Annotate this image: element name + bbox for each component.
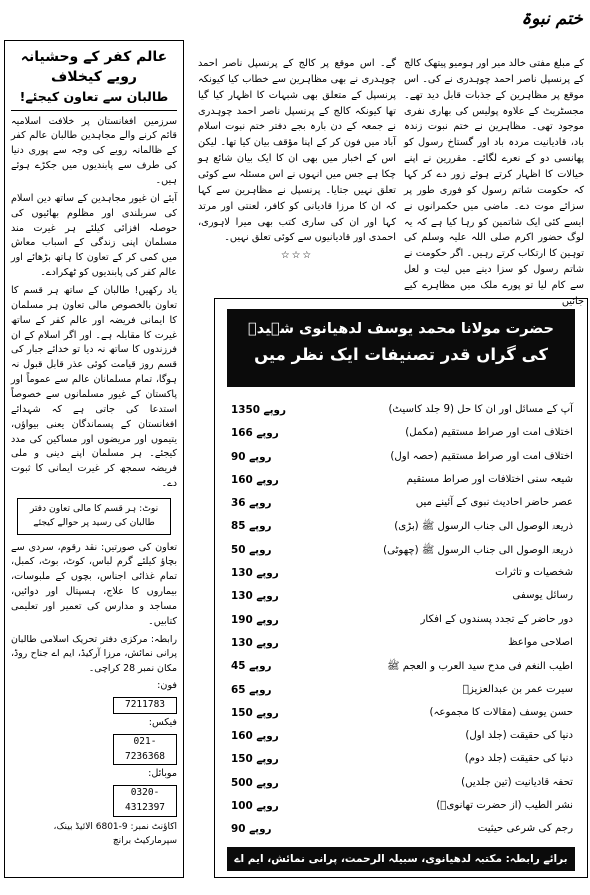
appeal-title: عالم کفر کے وحشیانہ رویے کیخلاف	[20, 49, 168, 85]
banner-author: حضرت مولانا محمد یوسف لدھیانوی شہیدؒ	[248, 321, 554, 337]
book-price: 50 روپے	[231, 543, 272, 556]
book-title: تحفہ قادیانیت (تین جلدیں)	[461, 776, 573, 788]
book-title: دنیا کی حقیقت (جلد اول)	[465, 730, 573, 742]
mobile-number: 0320-4312397	[113, 785, 177, 816]
book-list-item	[231, 795, 573, 818]
appeal-paragraph: سرزمین افغانستان پر خلافت اسلامیہ قائم کرنے والے مجاہدین طالبان عالم کفر کے ظالمانہ رویے کی وجہ سے پوری دنیا کی طرف سے پابندیوں میں جکڑے ہوئے ہیں۔	[11, 115, 177, 186]
book-list-item	[231, 818, 573, 841]
book-price: 85 روپے	[231, 520, 272, 533]
book-list-item	[231, 609, 573, 632]
book-title: دور حاضر کے تجدد پسندوں کے افکار	[420, 613, 573, 625]
book-list	[231, 399, 573, 842]
phone-number: 7211783	[113, 697, 177, 714]
books-advertisement	[214, 298, 588, 889]
book-title: رسائل یوسفی	[512, 590, 573, 602]
book-title: اختلاف امت اور صراط مستقیم (مکمل)	[405, 427, 573, 439]
taliban-appeal-box	[4, 40, 184, 878]
book-list-item	[231, 655, 573, 678]
mobile-row	[11, 767, 177, 816]
book-list-item	[231, 562, 573, 585]
book-title: اختلاف امت اور صراط مستقیم (حصہ اول)	[390, 450, 573, 462]
book-price: 130 روپے	[231, 636, 279, 649]
phone-label: فون:	[157, 680, 177, 692]
appeal-paragraph: آیئے ان غیور مجاہدین کے ساتھ دین اسلام کی سربلندی اور مظلوم بھائیوں کی حوصلہ افزائی کیلئے ہر غیرت مند مسلمان اپنی زندگی کے اسباب معاش میں کمی کر کے تعاون کا ہاتھ بڑھائے اور عالم کفر کی پابندیوں کو ٹھکرادے۔	[11, 192, 177, 279]
book-price: 130 روپے	[231, 590, 279, 603]
appeal-paragraph: یاد رکھیں! طالبان کے ساتھ ہر قسم کا تعاون بالخصوص مالی تعاون ہر مسلمان کا ایمانی فریضہ اور عالم کفر کے ساتھ غیرت کا مقابلہ ہے۔ اور اگر اسلام کے ان فرزندوں کا ساتھ نہ دیا تو خدائے جبار کی قسم روز قیامت کوئی عذر قابل قبول نہ ہوگا، تمام مسلمانان عالم سے عموماً اور پاکستان کے غیور مسلمانوں سے خصوصاً استدعا کی جاتی ہے کہ شہدائے افغانستان کے پسماندگان یعنی بیواؤں، یتیموں اور مریضوں اور مساکین کی مدد کیجئے۔ ہر مسلمان اپنے دینی و ملی فریضہ سمجھ کر غیرت ایمانی کا ثبوت دے۔	[11, 285, 177, 490]
book-title: ذریعۃ الوصول الی جناب الرسول ﷺ (بڑی)	[394, 521, 573, 533]
book-list-item	[231, 515, 573, 538]
book-price: 500 روپے	[231, 776, 279, 789]
book-list-item	[231, 772, 573, 795]
appeal-address: رابطہ: مرکزی دفتر تحریک اسلامی طالبان پرانی نمائش، مرزا آرکیڈ، ایم اے جناح روڈ، مکان نمبر 28 کراچی۔	[11, 633, 177, 674]
article-text: گے۔ اس موقع پر کالج کے پرنسپل ناصر احمد چوہدری نے بھی مظاہرین سے خطاب کیا کیونکہ پرنسپل کے متعلق بھی شبہات کا اظہار کیا گیا تھا کیونکہ کالج کے پرنسپل ناصر احمد چوہدری نے جمعہ کے دن بارہ بجے دفتر ختم نبوت اسلام آباد میں فون کر کے اپنا مؤقف بیان کیا تھا۔ لیکن اس کے اخبار میں بھی ان کا ایک بیان شائع ہو چکا ہے جس میں انہوں نے اس مسئلہ سے کوئی تعلق نہیں جتایا۔ پرنسپل نے مظاہرین سے کہا کہ ان کا مرزا قادیانی کو کافر، لعنتی اور مرتد کہا اور ان کی ساری کتب بھی میرا لاہوری، احمدی اور قادیانیوں سے کوئی تعلق نہیں۔	[198, 58, 396, 244]
book-list-item	[231, 585, 573, 608]
book-price: 166 روپے	[231, 427, 279, 440]
book-price: 150 روپے	[231, 753, 279, 766]
book-list-item	[231, 492, 573, 515]
book-list-item	[231, 679, 573, 702]
banner-heading: کی گراں قدر تصنیفات ایک نظر میں	[254, 345, 548, 364]
book-list-item	[231, 725, 573, 748]
book-title: اصلاحی مواعظ	[508, 636, 573, 648]
mobile-label: موبائل:	[148, 768, 177, 780]
book-price: 45 روپے	[231, 660, 272, 673]
book-price: 150 روپے	[231, 706, 279, 719]
books-banner	[227, 309, 575, 387]
book-list-item	[231, 632, 573, 655]
book-title: شیعہ سنی اختلافات اور صراط مستقیم	[406, 473, 573, 485]
book-title: حسن یوسف (مقالات کا مجموعہ)	[429, 706, 573, 718]
book-list-item	[231, 469, 573, 492]
book-list-item	[231, 422, 573, 445]
book-price: 190 روپے	[231, 613, 279, 626]
book-price: 130 روپے	[231, 567, 279, 580]
fax-label: فیکس:	[148, 717, 177, 729]
book-price: 90 روپے	[231, 823, 272, 836]
book-list-item	[231, 446, 573, 469]
book-price: 90 روپے	[231, 450, 272, 463]
book-title: نشر الطیب (از حضرت تھانویؒ)	[436, 800, 573, 812]
book-title: عصر حاضر احادیث نبوی کے آئینے میں	[415, 497, 573, 509]
book-title: دنیا کی حقیقت (جلد دوم)	[464, 753, 573, 765]
book-title: سیرت عمر بن عبدالعزیزؒ	[462, 683, 573, 695]
book-price: 160 روپے	[231, 730, 279, 743]
appeal-note: نوٹ: ہر قسم کا مالی تعاون دفتر طالبان کی رسید پر حوالے کیجئے	[17, 498, 171, 535]
fax-number: 021-7236368	[113, 734, 177, 765]
book-list-item	[231, 539, 573, 562]
book-list-item	[231, 748, 573, 771]
appeal-subtitle: طالبان سے تعاون کیجئے!	[11, 87, 177, 110]
book-list-item	[231, 399, 573, 422]
book-price: 65 روپے	[231, 683, 272, 696]
book-price: 36 روپے	[231, 497, 272, 510]
book-price: 1350 روپے	[231, 404, 286, 416]
book-title: رجم کی شرعی حیثیت	[477, 823, 573, 835]
fax-row	[11, 716, 177, 765]
phone-row	[11, 679, 177, 714]
article-column-right: کے مبلغ مفتی خالد میر اور ہومیو پیتھک کالج کے پرنسپل ناصر احمد چوہدری نے کی۔ اس موقع پر مظاہرین کے جذبات قابل دید تھے۔ مجسٹریٹ کے علاوہ پولیس کی بھاری نفری موجود تھی۔ مظاہرین نے ختم نبوت زندہ باد، قادیانیت مردہ باد اور گستاخ رسول کو پھانسی دو کے نعرے لگائے۔ مقررین نے اپنے خیالات کا اظہار کرتے ہوئے زور دے کر کہا کہ حکومت شاتم رسول کو فوری طور پر سزائے موت دے۔ ماضی میں حکمرانوں نے ایسے کئی ایک شاتمین کو رہا کیا ہے کہ یہ لوگ حضور اکرم صلی اللہ علیہ وسلم کی توہین کا ارتکاب کرتے رہیں۔ اگر حکومت نے شاتم رسول کو سزا دینے میں لیت و لعل سے کام لیا تو پورے ملک میں مظاہرے کیے جائیں	[404, 58, 584, 307]
section-divider-stars: ☆☆☆	[280, 250, 314, 262]
books-footer-contact: برائے رابطہ: مکتبہ لدھیانوی، سبیلہ الرحمت، پرانی نمائش، ایم اے جناح روڈ، کراچی	[227, 847, 575, 871]
khatm-e-nubuwwat-logo: ختم نبوۃ	[521, 9, 583, 29]
book-price: 160 روپے	[231, 473, 279, 486]
book-price: 100 روپے	[231, 800, 279, 813]
book-list-item	[231, 702, 573, 725]
appeal-forms: تعاون کی صورتیں: نقد رقوم، سردی سے بچاؤ کیلئے گرم لباس، کوٹ، بوٹ، کمبل، تمام غذائی اجناس، بچوں کے ملبوسات، بیماروں کا علاج، ہسپتال اور دوائیں، مساجد و مدارس کی تعمیر اور تعلیمی کتابیں۔	[11, 541, 177, 627]
book-title: اطیب النغم فی مدح سید العرب و العجم ﷺ	[387, 661, 573, 673]
article-column-left	[198, 56, 396, 264]
book-title: شخصیات و تاثرات	[495, 567, 573, 579]
book-title: آپ کے مسائل اور ان کا حل (9 جلد کاسیٹ)	[388, 404, 573, 415]
book-title: ذریعۃ الوصول الی جناب الرسول ﷺ (چھوٹی)	[383, 544, 573, 556]
account-number: اکاؤنٹ نمبر: 9-6801 الائیڈ بینک، سپرمارکیٹ برانچ	[53, 821, 177, 846]
